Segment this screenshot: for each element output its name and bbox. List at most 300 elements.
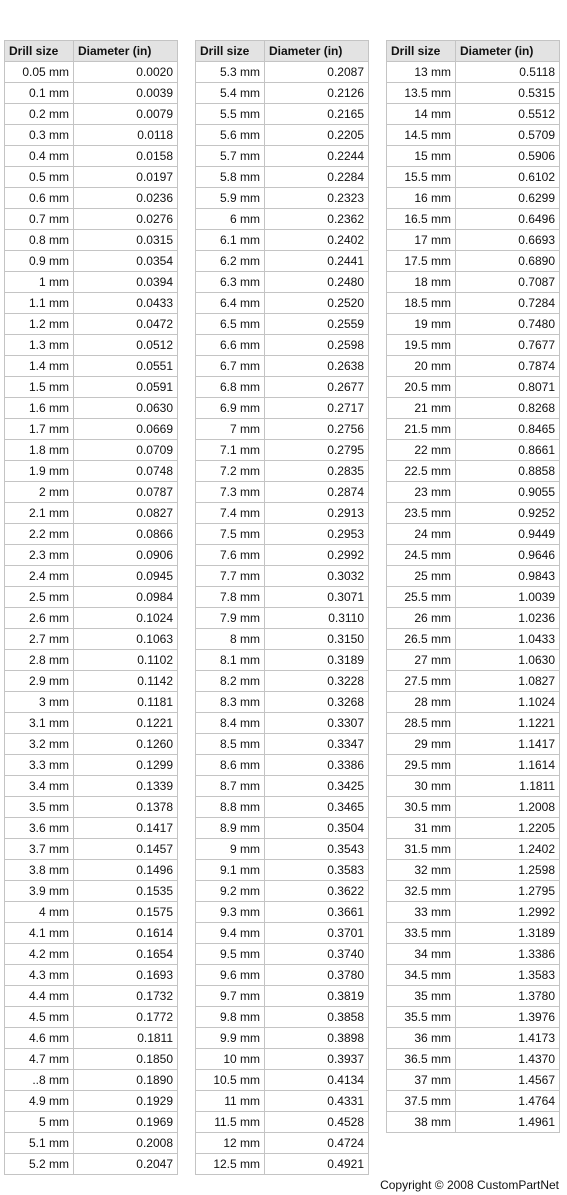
table-row (5, 1091, 178, 1112)
diameter-cell: 1.3780 (456, 986, 560, 1007)
diameter-cell: 1.0827 (456, 671, 560, 692)
table-row (387, 230, 560, 251)
drill-size-cell: 1.6 mm (5, 398, 74, 419)
drill-size-cell: 5.3 mm (196, 62, 265, 83)
drill-size-cell: 0.1 mm (5, 83, 74, 104)
drill-size-cell: 9.6 mm (196, 965, 265, 986)
table-row (387, 986, 560, 1007)
table-row (5, 776, 178, 797)
drill-size-cell: ..8 mm (5, 1070, 74, 1091)
diameter-cell: 0.8071 (456, 377, 560, 398)
diameter-cell: 1.0236 (456, 608, 560, 629)
drill-size-cell: 9.9 mm (196, 1028, 265, 1049)
copyright-notice: Copyright © 2008 CustomPartNet (380, 1178, 559, 1192)
diameter-cell: 1.2795 (456, 881, 560, 902)
diameter-cell: 0.0079 (74, 104, 178, 125)
table-row (5, 1007, 178, 1028)
table-row (196, 1007, 369, 1028)
drill-size-cell: 2.6 mm (5, 608, 74, 629)
drill-size-cell: 6.8 mm (196, 377, 265, 398)
drill-size-cell: 2.7 mm (5, 629, 74, 650)
diameter-cell: 0.7677 (456, 335, 560, 356)
table-row (196, 629, 369, 650)
diameter-cell: 1.2402 (456, 839, 560, 860)
drill-size-cell: 11.5 mm (196, 1112, 265, 1133)
drill-size-cell: 2 mm (5, 482, 74, 503)
diameter-cell: 1.2205 (456, 818, 560, 839)
table-row (387, 797, 560, 818)
table-row (387, 587, 560, 608)
table-row (387, 335, 560, 356)
drill-size-cell: 18 mm (387, 272, 456, 293)
table-row (5, 1154, 178, 1175)
table-row (5, 965, 178, 986)
diameter-cell: 0.7874 (456, 356, 560, 377)
diameter-cell: 0.2992 (265, 545, 369, 566)
diameter-cell: 0.2244 (265, 146, 369, 167)
drill-size-cell: 11 mm (196, 1091, 265, 1112)
diameter-cell: 1.3386 (456, 944, 560, 965)
table-row (5, 482, 178, 503)
drill-size-cell: 2.4 mm (5, 566, 74, 587)
table-row (387, 902, 560, 923)
diameter-cell: 0.3701 (265, 923, 369, 944)
drill-size-cell: 1.3 mm (5, 335, 74, 356)
diameter-cell: 0.0551 (74, 356, 178, 377)
diameter-cell: 0.0039 (74, 83, 178, 104)
table-row (5, 587, 178, 608)
diameter-cell: 0.0197 (74, 167, 178, 188)
table-row (196, 272, 369, 293)
diameter-cell: 0.1417 (74, 818, 178, 839)
drill-size-cell: 20.5 mm (387, 377, 456, 398)
table-row (387, 755, 560, 776)
diameter-cell: 0.0866 (74, 524, 178, 545)
drill-size-cell: 8.4 mm (196, 713, 265, 734)
drill-size-cell: 35.5 mm (387, 1007, 456, 1028)
drill-size-cell: 12 mm (196, 1133, 265, 1154)
drill-size-cell: 23.5 mm (387, 503, 456, 524)
table-row (196, 713, 369, 734)
diameter-cell: 0.9252 (456, 503, 560, 524)
diameter-cell: 0.2087 (265, 62, 369, 83)
table-row (5, 986, 178, 1007)
table-row (387, 146, 560, 167)
drill-size-cell: 5 mm (5, 1112, 74, 1133)
diameter-cell: 0.2165 (265, 104, 369, 125)
table-row (5, 524, 178, 545)
table-row (5, 398, 178, 419)
table-row (196, 461, 369, 482)
header-diameter: Diameter (in) (265, 41, 369, 62)
diameter-cell: 0.1221 (74, 713, 178, 734)
diameter-cell: 1.4961 (456, 1112, 560, 1133)
table-row (5, 692, 178, 713)
drill-size-cell: 12.5 mm (196, 1154, 265, 1175)
diameter-cell: 0.1260 (74, 734, 178, 755)
drill-size-cell: 0.9 mm (5, 251, 74, 272)
table-row (5, 62, 178, 83)
table-row (196, 818, 369, 839)
drill-size-cell: 15 mm (387, 146, 456, 167)
diameter-cell: 0.3543 (265, 839, 369, 860)
table-row (5, 755, 178, 776)
diameter-cell: 0.3819 (265, 986, 369, 1007)
diameter-cell: 0.4528 (265, 1112, 369, 1133)
diameter-cell: 0.0512 (74, 335, 178, 356)
drill-size-cell: 15.5 mm (387, 167, 456, 188)
table-row (387, 209, 560, 230)
table-row (196, 314, 369, 335)
table-row (387, 377, 560, 398)
table-row (196, 860, 369, 881)
table-row (387, 398, 560, 419)
table-row (387, 104, 560, 125)
drill-size-cell: 33.5 mm (387, 923, 456, 944)
diameter-cell: 0.0118 (74, 125, 178, 146)
table-row (387, 566, 560, 587)
table-row (387, 776, 560, 797)
diameter-cell: 0.2126 (265, 83, 369, 104)
table-header-row (5, 41, 178, 62)
diameter-cell: 0.0158 (74, 146, 178, 167)
table-row (196, 734, 369, 755)
table-row (5, 188, 178, 209)
drill-size-cell: 7.5 mm (196, 524, 265, 545)
drill-size-cell: 2.2 mm (5, 524, 74, 545)
diameter-cell: 0.0906 (74, 545, 178, 566)
diameter-cell: 0.3425 (265, 776, 369, 797)
drill-size-cell: 6.3 mm (196, 272, 265, 293)
diameter-cell: 0.0433 (74, 293, 178, 314)
drill-size-cell: 7.3 mm (196, 482, 265, 503)
drill-size-cell: 26.5 mm (387, 629, 456, 650)
diameter-cell: 0.9646 (456, 545, 560, 566)
table-row (387, 125, 560, 146)
drill-size-cell: 38 mm (387, 1112, 456, 1133)
drill-size-cell: 9.1 mm (196, 860, 265, 881)
table-row (196, 335, 369, 356)
diameter-cell: 0.2284 (265, 167, 369, 188)
drill-size-cell: 18.5 mm (387, 293, 456, 314)
table-row (387, 83, 560, 104)
drill-size-cell: 9.4 mm (196, 923, 265, 944)
drill-size-cell: 4.2 mm (5, 944, 74, 965)
table-row (5, 146, 178, 167)
diameter-cell: 0.1142 (74, 671, 178, 692)
table-row (5, 356, 178, 377)
table-row (387, 1028, 560, 1049)
table-row (387, 881, 560, 902)
diameter-cell: 0.6890 (456, 251, 560, 272)
drill-size-cell: 33 mm (387, 902, 456, 923)
drill-size-cell: 25 mm (387, 566, 456, 587)
table-row (5, 419, 178, 440)
drill-size-cell: 3 mm (5, 692, 74, 713)
diameter-cell: 0.1929 (74, 1091, 178, 1112)
drill-size-cell: 32 mm (387, 860, 456, 881)
drill-size-cell: 27.5 mm (387, 671, 456, 692)
table-row (387, 272, 560, 293)
diameter-cell: 0.4724 (265, 1133, 369, 1154)
table-row (387, 314, 560, 335)
diameter-cell: 0.3898 (265, 1028, 369, 1049)
table-row (5, 314, 178, 335)
drill-size-cell: 7.2 mm (196, 461, 265, 482)
diameter-cell: 0.1063 (74, 629, 178, 650)
diameter-cell: 0.4921 (265, 1154, 369, 1175)
diameter-cell: 0.0787 (74, 482, 178, 503)
drill-size-cell: 37.5 mm (387, 1091, 456, 1112)
table-row (387, 482, 560, 503)
drill-size-cell: 4.4 mm (5, 986, 74, 1007)
diameter-cell: 0.0354 (74, 251, 178, 272)
table-row (387, 293, 560, 314)
drill-size-cell: 5.5 mm (196, 104, 265, 125)
table-row (196, 167, 369, 188)
table-row (5, 230, 178, 251)
diameter-cell: 0.3583 (265, 860, 369, 881)
table-row (387, 944, 560, 965)
diameter-cell: 0.3661 (265, 902, 369, 923)
drill-size-cell: 0.8 mm (5, 230, 74, 251)
drill-size-cell: 4.1 mm (5, 923, 74, 944)
table-row (196, 188, 369, 209)
diameter-cell: 0.6693 (456, 230, 560, 251)
table-row (387, 503, 560, 524)
diameter-cell: 0.2520 (265, 293, 369, 314)
table-row (5, 797, 178, 818)
drill-size-cell: 25.5 mm (387, 587, 456, 608)
table-row (5, 377, 178, 398)
diameter-cell: 0.0709 (74, 440, 178, 461)
drill-size-cell: 24 mm (387, 524, 456, 545)
diameter-cell: 0.2795 (265, 440, 369, 461)
diameter-cell: 1.0039 (456, 587, 560, 608)
table-row (196, 986, 369, 1007)
table-row (196, 524, 369, 545)
diameter-cell: 0.9449 (456, 524, 560, 545)
drill-size-cell: 1.2 mm (5, 314, 74, 335)
table-row (387, 524, 560, 545)
table-row (196, 1154, 369, 1175)
drill-size-cell: 2.5 mm (5, 587, 74, 608)
drill-size-cell: 9.8 mm (196, 1007, 265, 1028)
diameter-cell: 0.3307 (265, 713, 369, 734)
table-row (196, 230, 369, 251)
table-row (196, 587, 369, 608)
table-row (5, 734, 178, 755)
drill-size-cell: 29 mm (387, 734, 456, 755)
table-row (196, 1133, 369, 1154)
drill-size-cell: 9.5 mm (196, 944, 265, 965)
drill-size-cell: 31.5 mm (387, 839, 456, 860)
drill-size-cell: 2.1 mm (5, 503, 74, 524)
drill-size-cell: 37 mm (387, 1070, 456, 1091)
drill-size-cell: 8 mm (196, 629, 265, 650)
table-header-row (196, 41, 369, 62)
drill-size-cell: 3.3 mm (5, 755, 74, 776)
diameter-cell: 0.3150 (265, 629, 369, 650)
drill-size-cell: 8.5 mm (196, 734, 265, 755)
drill-size-cell: 13 mm (387, 62, 456, 83)
diameter-cell: 1.2598 (456, 860, 560, 881)
table-row (196, 1091, 369, 1112)
drill-size-cell: 5.8 mm (196, 167, 265, 188)
drill-size-cell: 20 mm (387, 356, 456, 377)
table-row (387, 608, 560, 629)
table-row (196, 251, 369, 272)
table-row (196, 671, 369, 692)
table-header-row (387, 41, 560, 62)
diameter-cell: 0.1732 (74, 986, 178, 1007)
diameter-cell: 0.3622 (265, 881, 369, 902)
diameter-cell: 0.5512 (456, 104, 560, 125)
drill-size-cell: 6 mm (196, 209, 265, 230)
table-row (387, 188, 560, 209)
drill-size-cell: 8.8 mm (196, 797, 265, 818)
diameter-cell: 0.0472 (74, 314, 178, 335)
diameter-cell: 0.2008 (74, 1133, 178, 1154)
drill-size-cell: 34.5 mm (387, 965, 456, 986)
table-row (387, 419, 560, 440)
drill-size-cell: 28 mm (387, 692, 456, 713)
drill-size-cell: 32.5 mm (387, 881, 456, 902)
drill-size-cell: 0.2 mm (5, 104, 74, 125)
diameter-cell: 0.5906 (456, 146, 560, 167)
diameter-cell: 0.3504 (265, 818, 369, 839)
diameter-cell: 0.7087 (456, 272, 560, 293)
drill-size-cell: 8.2 mm (196, 671, 265, 692)
drill-size-cell: 1.8 mm (5, 440, 74, 461)
drill-size-cell: 36 mm (387, 1028, 456, 1049)
drill-size-cell: 7.1 mm (196, 440, 265, 461)
diameter-cell: 0.1496 (74, 860, 178, 881)
drill-size-cell: 22.5 mm (387, 461, 456, 482)
diameter-cell: 0.8465 (456, 419, 560, 440)
diameter-cell: 0.3347 (265, 734, 369, 755)
drill-size-cell: 27 mm (387, 650, 456, 671)
table-row (5, 503, 178, 524)
table-row (5, 272, 178, 293)
table-row (5, 650, 178, 671)
table-row (387, 1091, 560, 1112)
drill-size-cell: 6.2 mm (196, 251, 265, 272)
table-row (387, 692, 560, 713)
drill-size-cell: 19.5 mm (387, 335, 456, 356)
diameter-cell: 1.1614 (456, 755, 560, 776)
drill-size-cell: 0.3 mm (5, 125, 74, 146)
diameter-cell: 0.2717 (265, 398, 369, 419)
table-row (196, 398, 369, 419)
drill-size-cell: 7.7 mm (196, 566, 265, 587)
table-row (387, 251, 560, 272)
table-row (387, 734, 560, 755)
table-row (387, 839, 560, 860)
drill-table-3 (386, 40, 560, 1133)
drill-size-cell: 6.5 mm (196, 314, 265, 335)
drill-size-cell: 16 mm (387, 188, 456, 209)
table-row (196, 1112, 369, 1133)
drill-size-cell: 9.7 mm (196, 986, 265, 1007)
table-row (387, 62, 560, 83)
drill-size-cell: 3.6 mm (5, 818, 74, 839)
diameter-cell: 0.3071 (265, 587, 369, 608)
diameter-cell: 0.2559 (265, 314, 369, 335)
table-row (196, 377, 369, 398)
table-row (5, 545, 178, 566)
header-diameter: Diameter (in) (456, 41, 560, 62)
table-row (5, 1049, 178, 1070)
drill-size-cell: 26 mm (387, 608, 456, 629)
diameter-cell: 0.1535 (74, 881, 178, 902)
drill-size-cell: 34 mm (387, 944, 456, 965)
table-row (196, 545, 369, 566)
diameter-cell: 0.3740 (265, 944, 369, 965)
table-row (196, 104, 369, 125)
drill-size-cell: 21.5 mm (387, 419, 456, 440)
drill-size-cell: 3.1 mm (5, 713, 74, 734)
drill-size-cell: 2.3 mm (5, 545, 74, 566)
drill-size-cell: 5.7 mm (196, 146, 265, 167)
drill-size-cell: 1.1 mm (5, 293, 74, 314)
drill-size-cell: 30.5 mm (387, 797, 456, 818)
header-diameter: Diameter (in) (74, 41, 178, 62)
table-row (387, 629, 560, 650)
drill-size-cell: 0.6 mm (5, 188, 74, 209)
drill-size-cell: 31 mm (387, 818, 456, 839)
diameter-cell: 1.3189 (456, 923, 560, 944)
diameter-cell: 1.1024 (456, 692, 560, 713)
drill-size-cell: 5.6 mm (196, 125, 265, 146)
diameter-cell: 1.4173 (456, 1028, 560, 1049)
table-row (196, 776, 369, 797)
drill-size-cell: 4 mm (5, 902, 74, 923)
table-row (196, 755, 369, 776)
drill-size-cell: 9.2 mm (196, 881, 265, 902)
diameter-cell: 0.2362 (265, 209, 369, 230)
diameter-cell: 0.5118 (456, 62, 560, 83)
diameter-cell: 0.0236 (74, 188, 178, 209)
diameter-cell: 0.2205 (265, 125, 369, 146)
diameter-cell: 0.0827 (74, 503, 178, 524)
diameter-cell: 0.0630 (74, 398, 178, 419)
diameter-cell: 1.4764 (456, 1091, 560, 1112)
diameter-cell: 0.3110 (265, 608, 369, 629)
diameter-cell: 1.4370 (456, 1049, 560, 1070)
table-row (196, 1070, 369, 1091)
drill-size-cell: 0.5 mm (5, 167, 74, 188)
table-row (196, 146, 369, 167)
drill-size-cell: 1.4 mm (5, 356, 74, 377)
drill-size-cell: 4.7 mm (5, 1049, 74, 1070)
diameter-cell: 0.8268 (456, 398, 560, 419)
diameter-cell: 1.1221 (456, 713, 560, 734)
table-row (196, 482, 369, 503)
table-row (196, 419, 369, 440)
diameter-cell: 0.3032 (265, 566, 369, 587)
diameter-cell: 1.2008 (456, 797, 560, 818)
diameter-cell: 0.1378 (74, 797, 178, 818)
diameter-cell: 0.2638 (265, 356, 369, 377)
diameter-cell: 0.3386 (265, 755, 369, 776)
table-row (5, 608, 178, 629)
header-drill-size: Drill size (196, 41, 265, 62)
diameter-cell: 1.3976 (456, 1007, 560, 1028)
diameter-cell: 0.9055 (456, 482, 560, 503)
drill-table-1 (4, 40, 178, 1175)
diameter-cell: 0.7480 (456, 314, 560, 335)
